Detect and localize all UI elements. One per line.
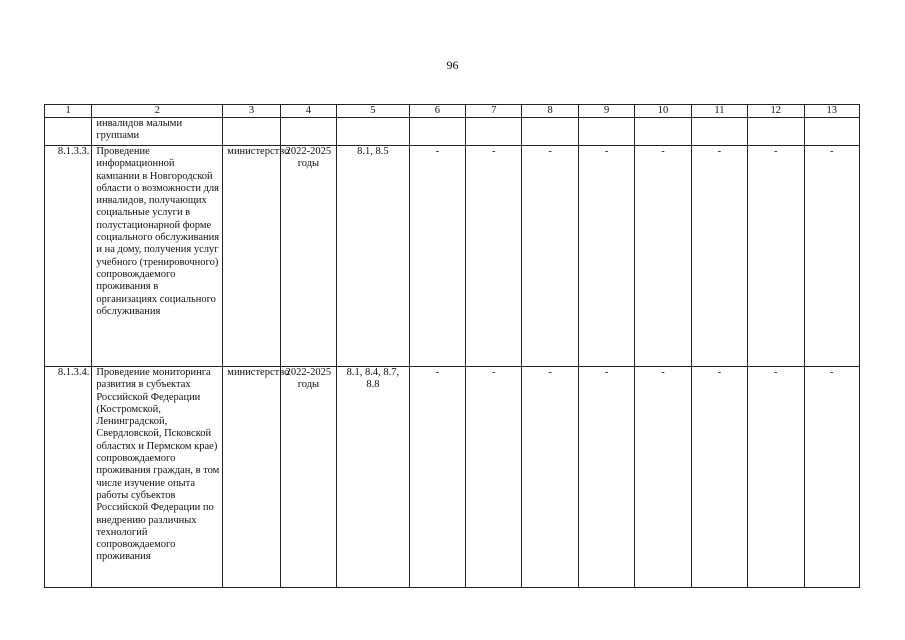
row-cell: - <box>691 367 747 588</box>
row-cell: - <box>578 367 634 588</box>
column-header: 8 <box>522 105 578 118</box>
row-period: 2022-2025 годы <box>280 146 336 367</box>
row-description: Проведение информационной кампании в Новгородской области о возможности для инвалидов, получающих социальные услуги в полустационарной форме социального обслуживания и на дому, получения услуг учебного (тренировочного) сопровождаемого проживания в организациях социального обслуживания <box>92 146 223 367</box>
row-cell: - <box>804 367 860 588</box>
row-cell: - <box>635 146 691 367</box>
table-row <box>45 146 860 367</box>
row-indicators: 8.1, 8.5 <box>337 146 410 367</box>
row-cell: - <box>409 367 465 588</box>
column-header: 10 <box>635 105 691 118</box>
row-executor: министерство <box>223 367 280 588</box>
column-header: 6 <box>409 105 465 118</box>
column-header: 1 <box>45 105 92 118</box>
row-cell: - <box>522 367 578 588</box>
row-cell: - <box>466 146 522 367</box>
row-cell: - <box>409 146 465 367</box>
column-header: 11 <box>691 105 747 118</box>
column-header: 7 <box>466 105 522 118</box>
row-number: 8.1.3.3. <box>45 146 92 367</box>
page-number: 96 <box>446 58 459 72</box>
row-cell: - <box>522 146 578 367</box>
row-number: 8.1.3.4. <box>45 367 92 588</box>
column-header: 4 <box>280 105 336 118</box>
column-header: 9 <box>578 105 634 118</box>
column-header: 3 <box>223 105 280 118</box>
table-row <box>45 367 860 588</box>
row-description: Проведение мониторинга развития в субъектах Российской Федерации (Костромской, Ленинградской, Свердловской, Псковской областях и Пермском крае) сопровождаемого проживания граждан, в том числе изучение опыта работы субъектов Российской Федерации по внедрению различных технологий сопровождаемого проживания <box>92 367 223 588</box>
column-header: 5 <box>337 105 410 118</box>
row-cell: - <box>804 146 860 367</box>
continuation-row <box>45 118 860 146</box>
row-period: 2022-2025 годы <box>280 367 336 588</box>
row-cell: - <box>691 146 747 367</box>
document-table <box>44 104 860 588</box>
column-header: 12 <box>748 105 804 118</box>
continuation-text: инвалидов малыми группами <box>92 118 223 146</box>
row-cell: - <box>635 367 691 588</box>
column-header: 2 <box>92 105 223 118</box>
row-executor: министерство <box>223 146 280 367</box>
column-number-row <box>45 105 860 118</box>
column-header: 13 <box>804 105 860 118</box>
row-cell: - <box>748 146 804 367</box>
row-cell: - <box>466 367 522 588</box>
row-cell: - <box>578 146 634 367</box>
row-cell: - <box>748 367 804 588</box>
row-indicators: 8.1, 8.4, 8.7, 8.8 <box>337 367 410 588</box>
